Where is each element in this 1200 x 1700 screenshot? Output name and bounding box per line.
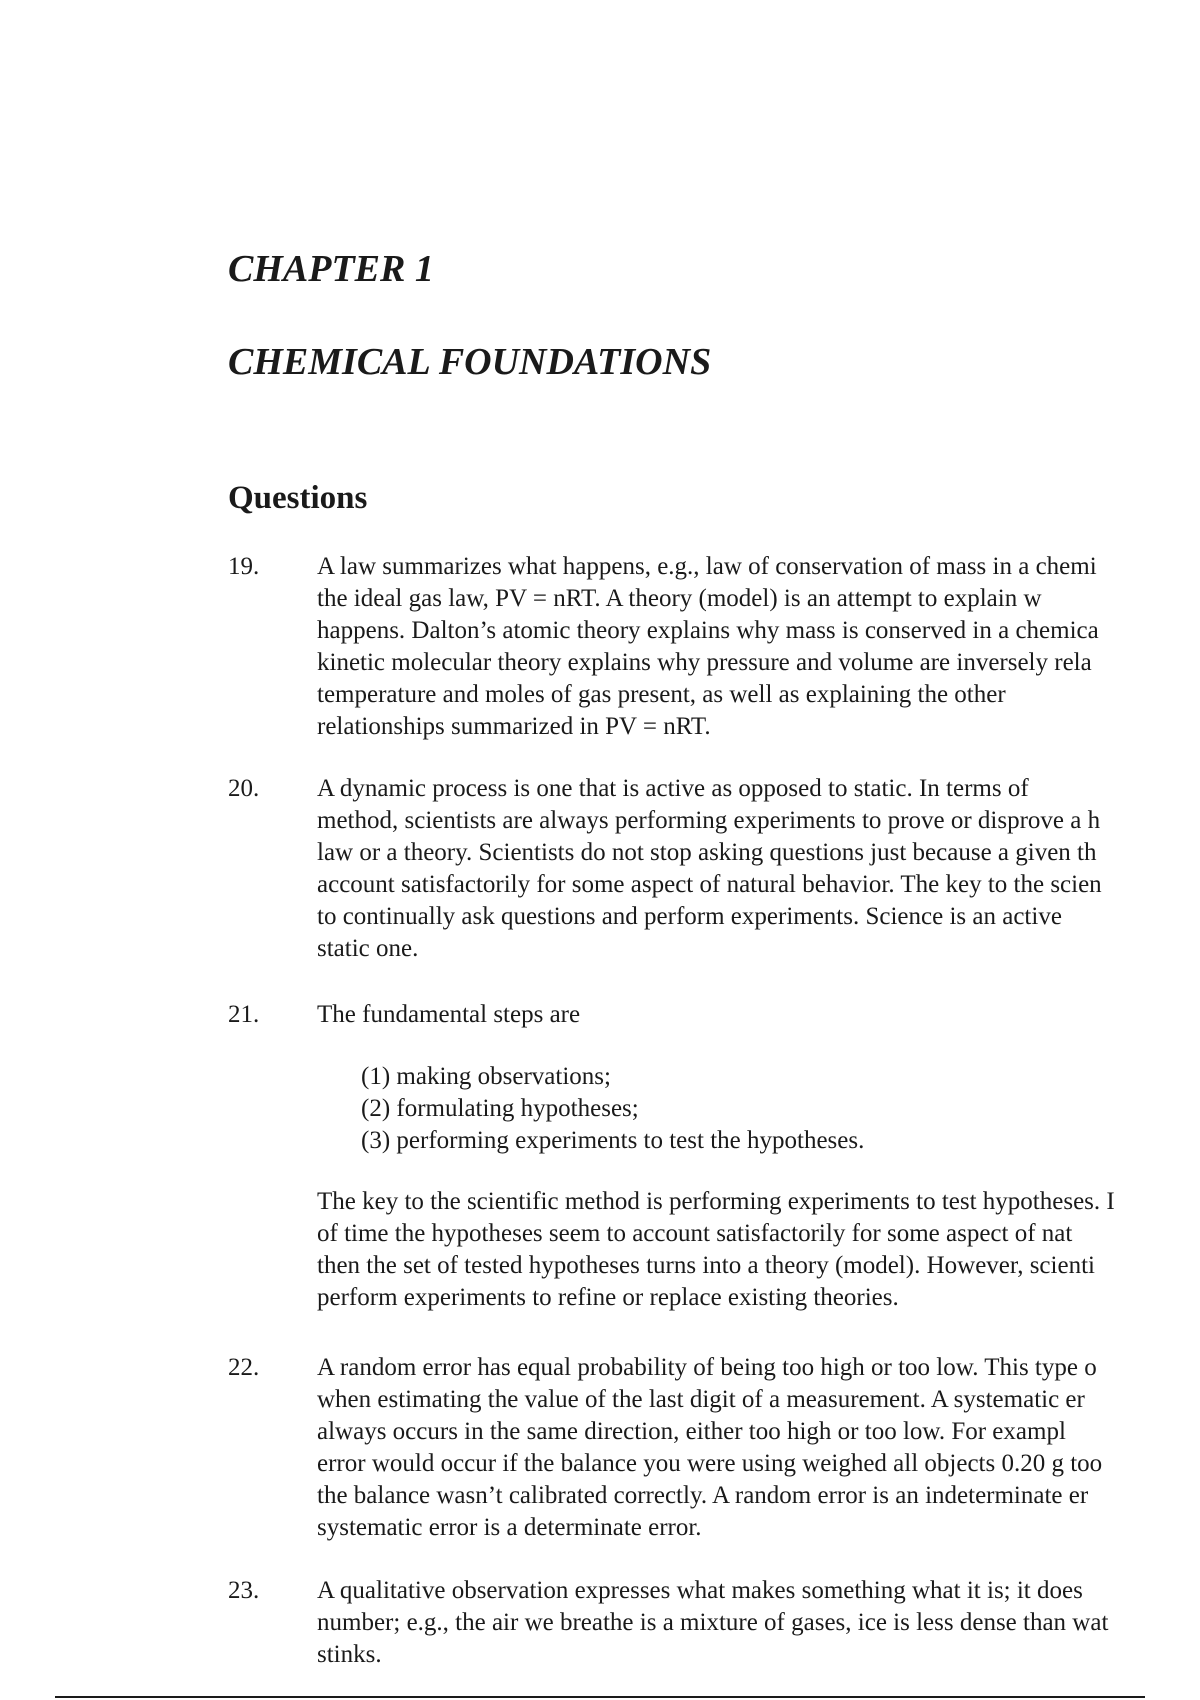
question-line: account satisfactorily for some aspect of natural behavior. The key to the scien	[317, 871, 1102, 898]
question-line: number; e.g., the air we breathe is a mixture of gases, ice is less dense than wat	[317, 1609, 1109, 1636]
question-line: The key to the scientific method is performing experiments to test hypotheses. I	[317, 1188, 1115, 1215]
question-line: stinks.	[317, 1641, 382, 1668]
question-line: the balance wasn’t calibrated correctly. A random error is an indeterminate er	[317, 1482, 1089, 1509]
question-line: A law summarizes what happens, e.g., law of conservation of mass in a chemi	[317, 553, 1097, 580]
list-item: (2) formulating hypotheses;	[361, 1095, 639, 1122]
question-19	[228, 551, 1200, 743]
question-line: method, scientists are always performing experiments to prove or disprove a h	[317, 807, 1101, 834]
question-line: A dynamic process is one that is active as opposed to static. In terms of	[317, 775, 1029, 802]
question-number: 23.	[228, 1577, 260, 1604]
footer-rule	[55, 1696, 1145, 1698]
question-20	[228, 773, 1200, 965]
question-line: when estimating the value of the last digit of a measurement. A systematic er	[317, 1386, 1085, 1413]
question-number: 19.	[228, 553, 260, 580]
list-item: (1) making observations;	[361, 1063, 611, 1090]
question-22	[228, 1352, 1200, 1544]
section-heading: Questions	[228, 480, 368, 516]
question-number: 21.	[228, 1001, 260, 1028]
question-line: always occurs in the same direction, either too high or too low. For exampl	[317, 1418, 1066, 1445]
question-line: law or a theory. Scientists do not stop asking questions just because a given th	[317, 839, 1097, 866]
question-23	[228, 1575, 1200, 1671]
question-21	[228, 999, 1200, 1314]
question-line: of time the hypotheses seem to account satisfactorily for some aspect of nat	[317, 1220, 1073, 1247]
question-number: 22.	[228, 1354, 260, 1381]
question-line: error would occur if the balance you were using weighed all objects 0.20 g too	[317, 1450, 1103, 1477]
chapter-subtitle: CHEMICAL FOUNDATIONS	[228, 341, 712, 383]
question-intro: The fundamental steps are	[317, 1001, 581, 1028]
question-paragraph	[228, 1186, 1200, 1314]
question-line: happens. Dalton’s atomic theory explains why mass is conserved in a chemica	[317, 617, 1099, 644]
question-line: static one.	[317, 935, 419, 962]
question-line: perform experiments to refine or replace existing theories.	[317, 1284, 899, 1311]
question-line: then the set of tested hypotheses turns into a theory (model). However, scienti	[317, 1252, 1095, 1279]
question-line: systematic error is a determinate error.	[317, 1514, 702, 1541]
question-line: relationships summarized in PV = nRT.	[317, 713, 711, 740]
question-line: A random error has equal probability of being too high or too low. This type o	[317, 1354, 1097, 1381]
question-line: kinetic molecular theory explains why pressure and volume are inversely rela	[317, 649, 1092, 676]
chapter-title: CHAPTER 1	[228, 248, 434, 290]
question-line: to continually ask questions and perform experiments. Science is an active	[317, 903, 1062, 930]
steps-list	[361, 1061, 1200, 1157]
question-line: temperature and moles of gas present, as well as explaining the other	[317, 681, 1006, 708]
question-line: A qualitative observation expresses what makes something what it is; it does	[317, 1577, 1083, 1604]
list-item: (3) performing experiments to test the hypotheses.	[361, 1127, 865, 1154]
question-number: 20.	[228, 775, 260, 802]
question-line: the ideal gas law, PV = nRT. A theory (model) is an attempt to explain w	[317, 585, 1042, 612]
